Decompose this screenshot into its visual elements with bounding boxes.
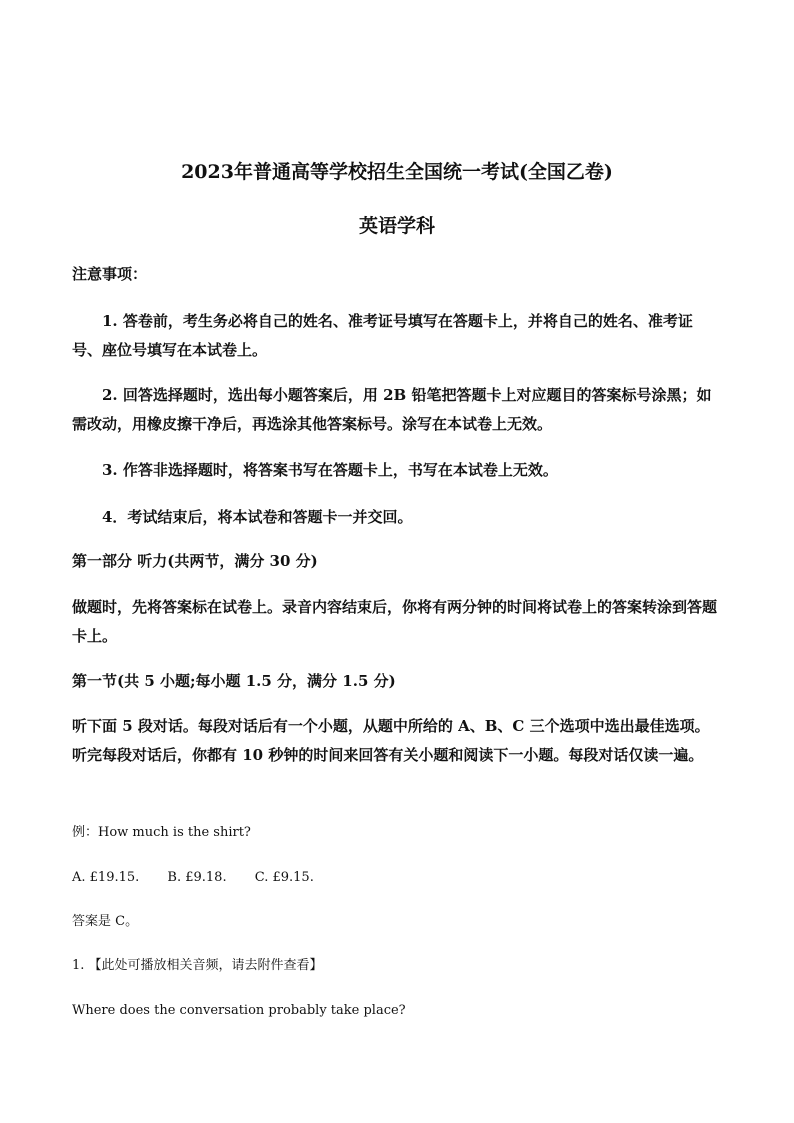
question-1-text: Where does the conversation probably take place?: [72, 1003, 406, 1018]
notice-heading: 注意事项：: [72, 265, 148, 283]
section1-instruction: 听下面 5 段对话。每段对话后有一个小题，从题中所给的 A、B、C 三个选项中选出最佳选项。听完每段对话后，你都有 10 秒钟的时间来回答有关小题和阅读下一小题。每段对话仅读一遍。: [72, 717, 710, 764]
section1-heading: 第一节(共 5 小题;每小题 1.5 分，满分 1.5 分): [72, 672, 396, 690]
question-1-title: 1. 【此处可播放相关音频，请去附件查看】: [72, 958, 323, 973]
example-option-a: A. £19.15.: [72, 870, 140, 885]
subject-title: 英语学科: [358, 215, 435, 237]
example-option-b: B. £9.18.: [167, 870, 227, 885]
part1-heading: 第一部分 听力(共两节，满分 30 分): [72, 552, 318, 570]
part1-instruction: 做题时，先将答案标在试卷上。录音内容结束后，你将有两分钟的时间将试卷上的答案转涂到答题卡上。: [72, 598, 718, 645]
notice-item-1: 1. 答卷前，考生务必将自己的姓名、准考证号填写在答题卡上，并将自己的姓名、准考证号、座位号填写在本试卷上。: [72, 312, 693, 359]
example-options: [72, 868, 722, 888]
example-answer: 答案是 C。: [72, 914, 139, 929]
example-option-c: C. £9.15.: [254, 870, 314, 885]
notice-item-4: 4．考试结束后，将本试卷和答题卡一并交回。: [102, 508, 413, 526]
notice-item-3: 3. 作答非选择题时，将答案书写在答题卡上，书写在本试卷上无效。: [102, 461, 558, 479]
exam-title: 2023年普通高等学校招生全国统一考试(全国乙卷): [181, 161, 613, 183]
notice-item-2: 2. 回答选择题时，选出每小题答案后，用 2B 铅笔把答题卡上对应题目的答案标号涂黑；如需改动，用橡皮擦干净后，再选涂其他答案标号。涂写在本试卷上无效。: [72, 386, 712, 433]
example-question: 例：How much is the shirt?: [72, 825, 251, 840]
